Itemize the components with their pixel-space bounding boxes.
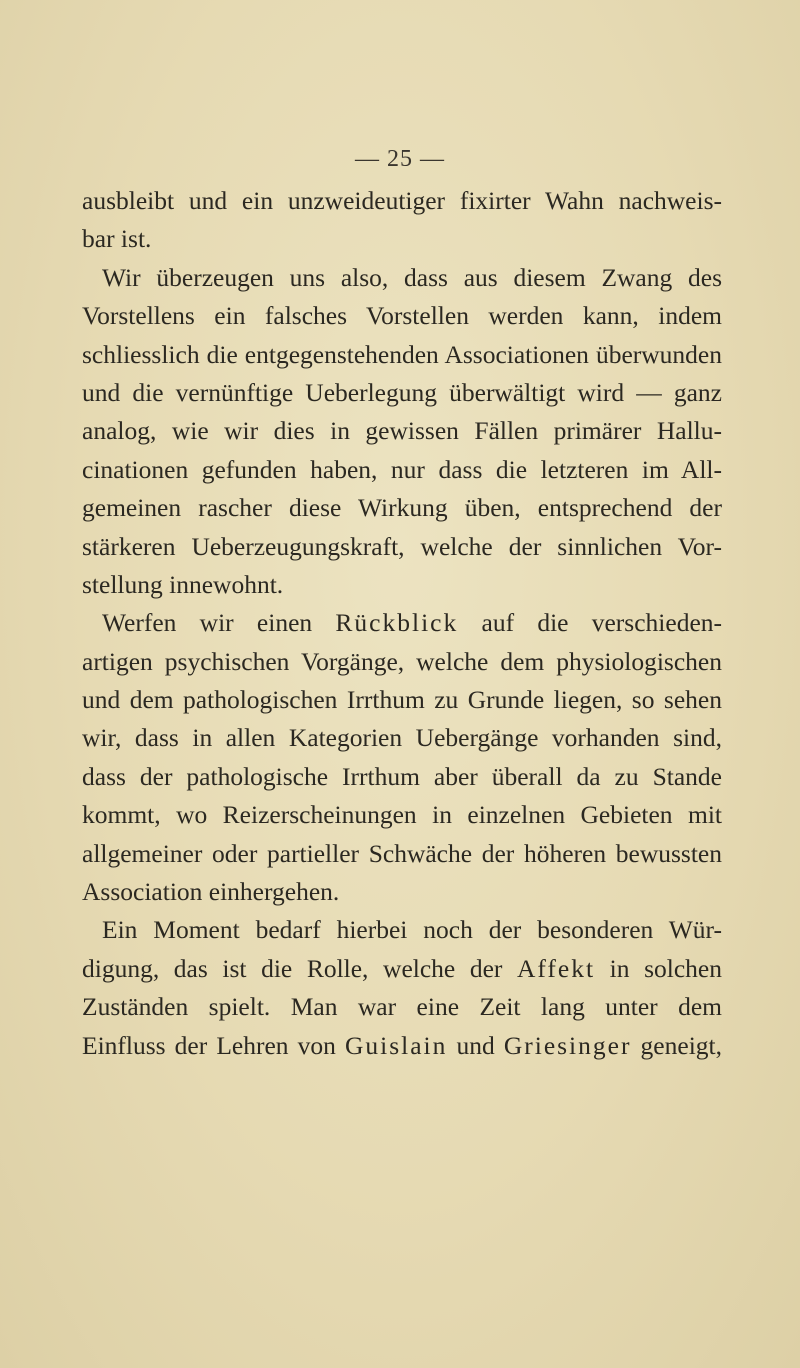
- text-segment: digung, das ist die Rolle, welche der: [82, 953, 517, 983]
- text-line: analog, wie wir dies in gewissen Fällen primärer Hallu-: [82, 416, 722, 446]
- text-line: Wir überzeugen uns also, dass aus diesem Zwang des: [102, 262, 722, 292]
- text-segment: Werfen wir einen: [102, 608, 336, 638]
- text-line: [82, 1027, 722, 1065]
- text-line: kommt, wo Reizerscheinungen in einzelnen Gebieten mit: [82, 800, 722, 830]
- text-line: schliesslich die entgegenstehenden Associationen überwunden: [82, 339, 722, 369]
- text-segment: Einfluss der Lehren von: [82, 1030, 345, 1060]
- text-line: dass der pathologische Irrthum aber überall da zu Stande: [82, 761, 722, 791]
- text-line: allgemeiner oder partieller Schwäche der höheren bewussten: [82, 838, 722, 868]
- text-line: Zuständen spielt. Man war eine Zeit lang unter dem: [82, 992, 722, 1022]
- text-line: Vorstellens ein falsches Vorstellen werden kann, indem: [82, 301, 722, 331]
- text-line: gemeinen rascher diese Wirkung üben, entsprechend der: [82, 493, 722, 523]
- text-segment: und: [447, 1030, 504, 1060]
- text-line: wir, dass in allen Kategorien Uebergänge vorhanden sind,: [82, 723, 722, 753]
- text-line: artigen psychischen Vorgänge, welche dem physiologischen: [82, 646, 722, 676]
- text-line: [82, 604, 722, 642]
- emphasized-name: Griesinger: [503, 1030, 632, 1060]
- text-line: [82, 950, 722, 988]
- text-line: ausbleibt und ein unzweideutiger fixirter Wahn nachweis-: [82, 186, 722, 215]
- text-line: und die vernünftige Ueberlegung überwältigt wird — ganz: [82, 377, 722, 407]
- text-line: und dem pathologischen Irrthum zu Grunde liegen, so sehen: [82, 685, 722, 715]
- emphasized-term: Rückblick: [335, 608, 459, 638]
- body-text: [82, 182, 722, 1065]
- text-segment: in solchen: [595, 953, 722, 983]
- text-segment: geneigt,: [631, 1030, 722, 1060]
- text-line: bar ist.: [82, 224, 152, 254]
- text-line: Ein Moment bedarf hierbei noch der besonderen Wür-: [102, 915, 722, 945]
- text-segment: auf die verschieden-: [458, 608, 723, 638]
- text-line: cinationen gefunden haben, nur dass die letzteren im All-: [82, 454, 722, 484]
- text-line: Association einhergehen.: [82, 877, 340, 907]
- emphasized-name: Guislain: [344, 1030, 448, 1060]
- text-line: stellung innewohnt.: [82, 569, 284, 599]
- text-line: stärkeren Ueberzeugungskraft, welche der sinnlichen Vor-: [82, 531, 722, 561]
- page-number: — 25 —: [355, 146, 445, 172]
- emphasized-term: Affekt: [516, 953, 596, 983]
